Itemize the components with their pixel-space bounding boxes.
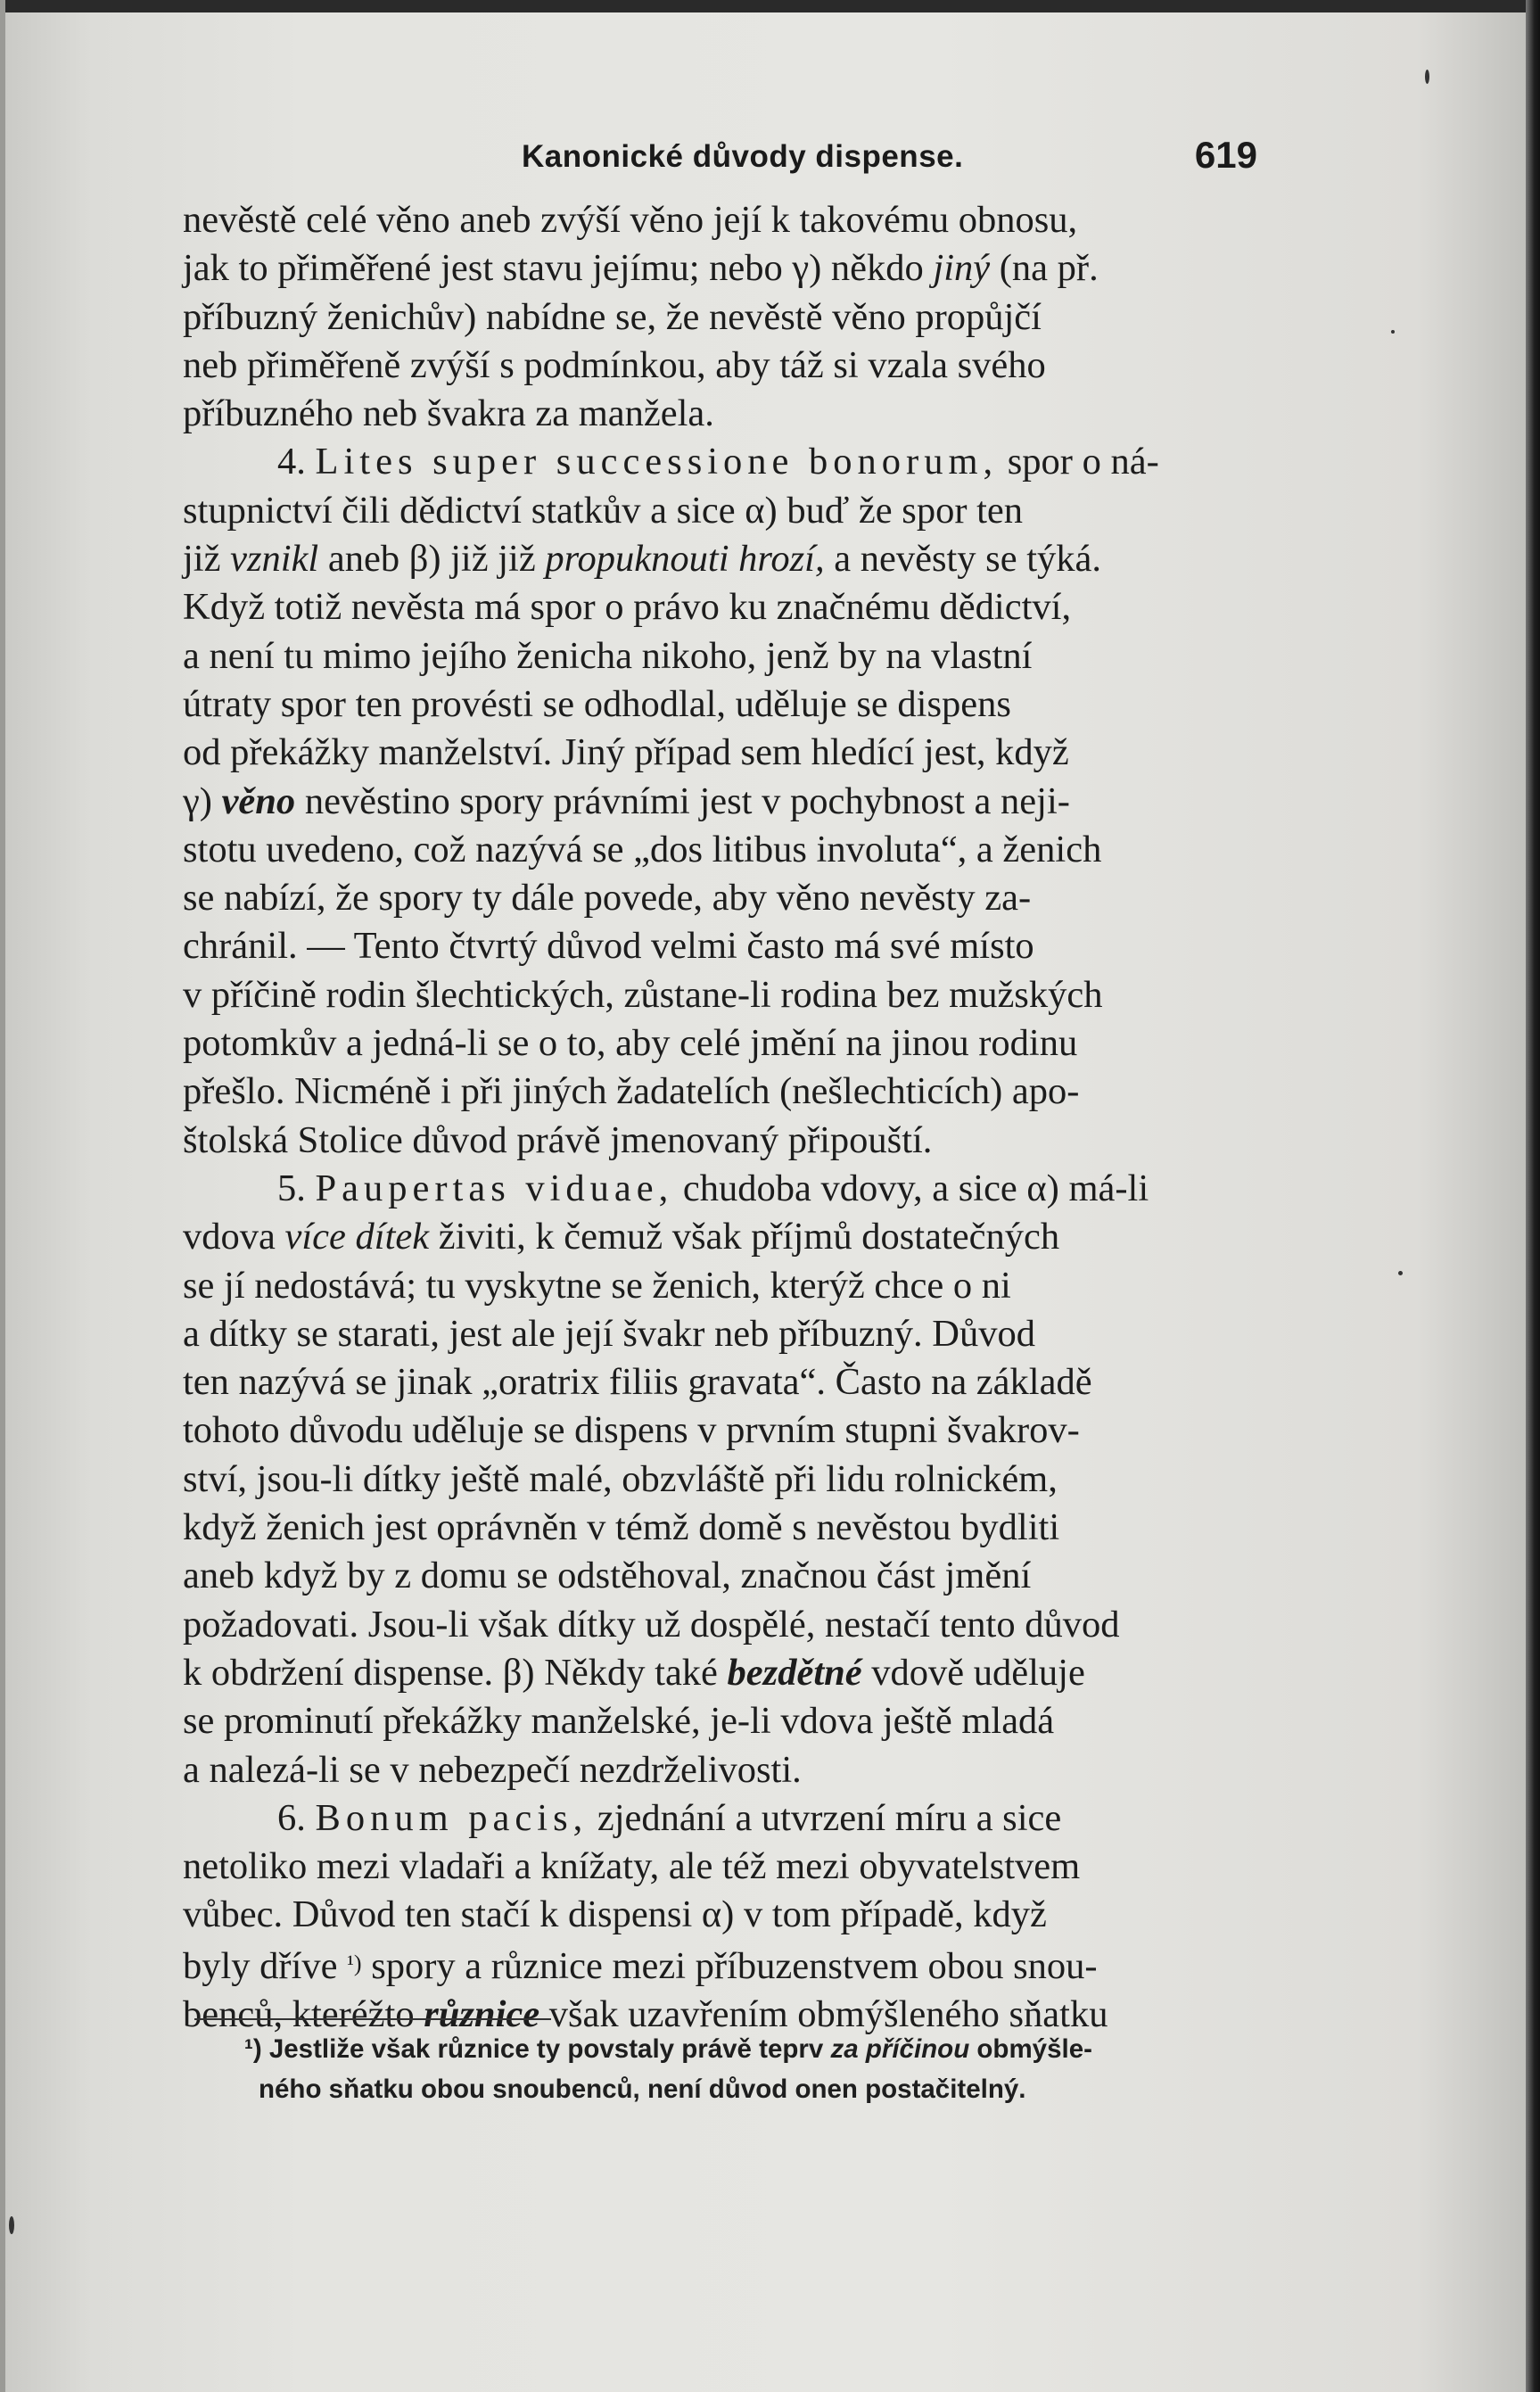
text-line: chránil. — Tento čtvrtý důvod velmi často má své místo bbox=[183, 925, 1034, 968]
page-number: 619 bbox=[1194, 134, 1257, 176]
text-line: se nabízí, že spory ty dále povede, aby věno nevěsty za- bbox=[183, 877, 1032, 920]
text-line: neb přiměřeně zvýší s podmínkou, aby táž si vzala svého bbox=[183, 343, 1046, 386]
text-line: stotu uvedeno, což nazývá se „dos litibus involuta“, a ženich bbox=[183, 828, 1102, 870]
footnote-mark: ¹) bbox=[244, 2034, 262, 2064]
paragraph-heading: Lites super successione bonorum, bbox=[315, 441, 999, 483]
text-line: tohoto důvodu uděluje se dispens v prvním stupni švakrov- bbox=[183, 1409, 1080, 1452]
text-line: se prominutí překážky manželské, je-li vdova ještě mladá bbox=[183, 1700, 1055, 1743]
text-line: aneb když by z domu se odstěhoval, značnou část jmění bbox=[183, 1555, 1032, 1597]
emphasis: více dítek bbox=[284, 1216, 430, 1258]
paragraph-number: 6. bbox=[277, 1796, 316, 1839]
paragraph-heading: Paupertas viduae, bbox=[315, 1167, 674, 1209]
text-line: a dítky se starati, jest ale její švakr neb příbuzný. Důvod bbox=[183, 1312, 1036, 1355]
text-line: útraty spor ten provésti se odhodlal, uděluje se dispens bbox=[183, 682, 1011, 725]
text-line: ten nazývá se jinak „oratrix filiis gravata“. Často na základě bbox=[183, 1361, 1092, 1404]
text-line: a nalezá-li se v nebezpečí nezdrželivosti. bbox=[183, 1748, 802, 1791]
text-line: v příčině rodin šlechtických, zůstane-li rodina bez mužských bbox=[183, 973, 1103, 1016]
text-line: netoliko mezi vladaři a knížaty, ale též mezi obyvatelstvem bbox=[183, 1845, 1081, 1888]
text-line: vůbec. Důvod ten stačí k dispensi α) v tom případě, když bbox=[183, 1893, 1047, 1936]
text-line: 5. Paupertas viduae, chudoba vdovy, a sice α) má-li bbox=[277, 1167, 1149, 1209]
scan-edge-right bbox=[1526, 0, 1540, 2392]
paragraph-heading: Bonum pacis, bbox=[315, 1796, 589, 1839]
text-line: příbuzného neb švakra za manžela. bbox=[183, 392, 714, 435]
paragraph-5 bbox=[183, 1165, 1266, 1794]
footnote-line: ného sňatku obou snoubenců, není důvod onen postačitelný. bbox=[259, 2074, 1026, 2104]
paragraph-number: 5. bbox=[277, 1167, 316, 1209]
text-line: od překážky manželství. Jiný případ sem hledící jest, když bbox=[183, 731, 1069, 774]
emphasis: propuknouti hrozí, bbox=[545, 538, 825, 581]
text-line: příbuzný ženichův) nabídne se, že nevěstě věno propůjčí bbox=[183, 295, 1042, 338]
scan-speck bbox=[1391, 330, 1395, 334]
text-line: 6. Bonum pacis, zjednání a utvrzení míru a sice bbox=[277, 1796, 1062, 1839]
text-line: Když totiž nevěsta má spor o právo ku značnému dědictví, bbox=[183, 586, 1072, 629]
text-line: když ženich jest oprávněn v témž domě s nevěstou bydliti bbox=[183, 1506, 1060, 1549]
footnote-rule bbox=[194, 2018, 551, 2020]
emphasis: jiný bbox=[933, 247, 991, 290]
scan-speck bbox=[1425, 70, 1429, 84]
scan-edge-top bbox=[0, 0, 1540, 12]
paragraph-number: 4. bbox=[277, 441, 316, 483]
text-line: ství, jsou-li dítky ještě malé, obzvláště při lidu rolnickém, bbox=[183, 1457, 1058, 1500]
paragraph-continued bbox=[183, 196, 1266, 438]
text-line: byly dříve ¹) spory a různice mezi příbuzenstvem obou snou- bbox=[183, 1944, 1098, 1987]
text-line: stupnictví čili dědictví statkův a sice α) buď že spor ten bbox=[183, 489, 1024, 532]
scan-edge-left bbox=[0, 0, 5, 2392]
text-line: a není tu mimo jejího ženicha nikoho, jenž by na vlastní bbox=[183, 634, 1033, 677]
footnote-reference: ¹) bbox=[347, 1950, 362, 1976]
text-line: γ) věno nevěstino spory právními jest v pochybnost a neji- bbox=[183, 779, 1070, 822]
footnote bbox=[244, 2029, 1239, 2109]
scan-speck bbox=[9, 2216, 14, 2234]
running-head bbox=[183, 134, 1257, 187]
text-line: vdova více dítek živiti, k čemuž však příjmů dostatečných bbox=[183, 1216, 1060, 1258]
text-line: potomkův a jedná-li se o to, aby celé jmění na jinou rodinu bbox=[183, 1022, 1078, 1065]
emphasis: vznikl bbox=[230, 538, 319, 581]
text-line: jak to přiměřené jest stavu jejímu; nebo γ) někdo jiný (na př. bbox=[183, 247, 1099, 290]
text-line: štolská Stolice důvod právě jmenovaný připouští. bbox=[183, 1118, 933, 1161]
emphasis: různice bbox=[424, 1992, 540, 2035]
text-line: již vznikl aneb β) již již propuknouti hrozí, a nevěsty se týká. bbox=[183, 538, 1101, 581]
emphasis: věno bbox=[221, 779, 296, 822]
text-line: benců, kteréžto různice však uzavřením obmýšleného sňatku bbox=[183, 1992, 1108, 2035]
emphasis: za příčinou bbox=[830, 2034, 970, 2064]
text-line: nevěstě celé věno aneb zvýší věno její k takovému obnosu, bbox=[183, 199, 1078, 241]
paragraph-4 bbox=[183, 438, 1266, 1164]
body-text bbox=[183, 196, 1266, 2039]
emphasis: bezdětné bbox=[727, 1651, 862, 1694]
running-title: Kanonické důvody dispense. bbox=[522, 139, 964, 174]
text-line: přešlo. Nicméně i při jiných žadatelích (nešlechticích) apo- bbox=[183, 1070, 1080, 1113]
text-line: se jí nedostává; tu vyskytne se ženich, kterýž chce o ni bbox=[183, 1264, 1011, 1307]
text-line: požadovati. Jsou-li však dítky už dospělé, nestačí tento důvod bbox=[183, 1603, 1120, 1646]
paragraph-6 bbox=[183, 1794, 1266, 2039]
scan-speck bbox=[1398, 1271, 1403, 1275]
text-line: k obdržení dispense. β) Někdy také bezdětné vdově uděluje bbox=[183, 1651, 1085, 1694]
footnote-line: ¹) Jestliže však různice ty povstaly právě teprv za příčinou obmýšle- bbox=[244, 2034, 1092, 2064]
text-line: 4. Lites super successione bonorum, spor o ná- bbox=[277, 441, 1159, 483]
